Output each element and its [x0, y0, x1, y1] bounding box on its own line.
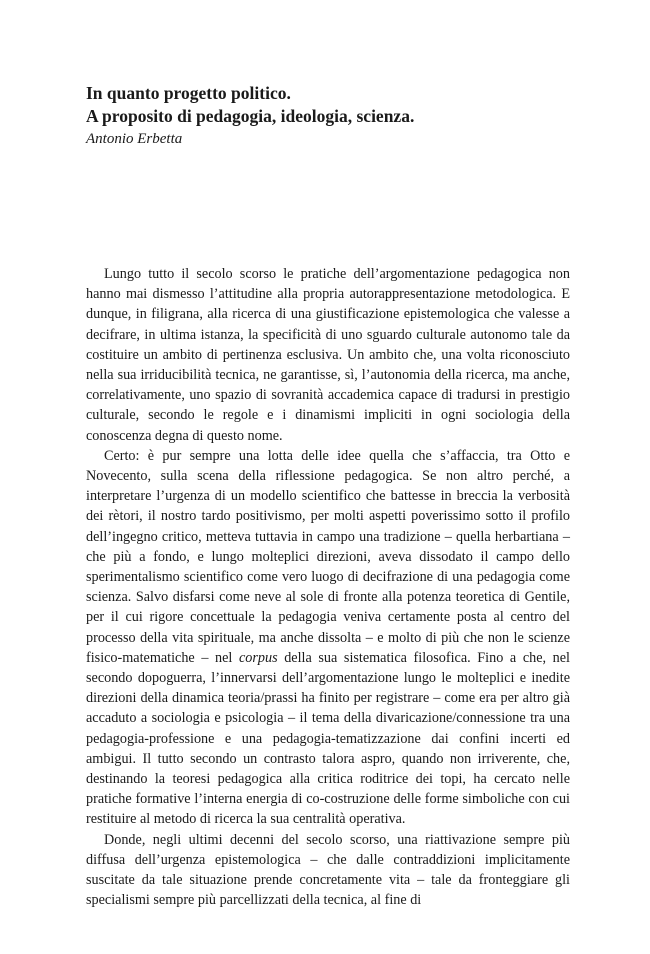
article-body: [86, 264, 570, 911]
article-title-line-2: A proposito di pedagogia, ideologia, scienza.: [86, 106, 415, 126]
paragraph-2-part-2: della sua sistematica filosofica. Fino a che, nel secondo dopoguerra, l’innervarsi dell’argomentazione lungo le molteplici e inedite direzioni della dinamica teoria/prassi ha finito per registrare – come era per altro già accaduto a sociologia e psicologia – il tema della divaricazione/connessione tra una pedagogia-professione e una pedagogia-tematizzazione dai confini incerti ed ambigui. Il tutto secondo un contrasto talora aspro, quando non irriverente, che, destinando la teoresi pedagogica alla critica roditrice dei topi, ha cercato nelle pratiche formative l’interna energia di co-costruzione delle forme simboliche con cui restituire al metodo di ricerca la sua centralità operativa.: [86, 649, 570, 828]
paragraph-1: Lungo tutto il secolo scorso le pratiche dell’argomentazione pedagogica non hanno mai dismesso l’attitudine alla propria autorappresentazione metodologica. E dunque, in filigrana, alla ricerca di una giustificazione epistemologica che valesse a decifrare, in ultima istanza, la specificità di uno sguardo culturale autonomo tale da costituire un ambito di pertinenza esclusiva. Un ambito che, una volta riconosciuto nella sua irriducibilità tecnica, ne garantisse, sì, l’autonomia della ricerca, ma anche, correlativamente, uno spazio di sovranità accademica capace di tradursi in prestigio culturale, secondo le regole e i dinamismi impliciti in ogni sociologia della conoscenza degna di questo nome.: [86, 266, 570, 444]
article-header: [86, 82, 570, 149]
paragraph-2: [86, 446, 570, 830]
paragraph-2-part-1: Certo: è pur sempre una lotta delle idee quella che s’affaccia, tra Otto e Novecento, sulla scena della riflessione pedagogica. Se non altro perché, a interpretare l’urgenza di un modello scientifico che battesse in breccia la verbosità dei rètori, il nostro tardo positivismo, per molti aspetti poverissimo sotto il profilo dell’ingegno critico, metteva tuttavia in campo una tradizione – quella herbartiana – che più a fondo, e lungo molteplici direzioni, aveva dissodato il campo dello sperimentalismo scientifico come vero luogo di decifrazione di una pedagogia come scienza. Salvo disfarsi come neve al sole di fronte alla potenza teoretica di Gentile, per il cui rigore concettuale la pedagogia veniva certamente posta al centro del processo della vita spirituale, ma anche dissolta – e molto di più che non le scienze fisico-matematiche – nel: [86, 447, 570, 666]
paragraph-3: Donde, negli ultimi decenni del secolo scorso, una riattivazione sempre più diffusa dell’urgenza epistemologica – che dalle contraddizioni implicitamente suscitate da tale situazione prende concretamente vita – tale da fronteggiare gli specialismi sempre più parcellizzati della tecnica, al fine di: [86, 831, 570, 909]
article-author: Antonio Erbetta: [86, 131, 183, 147]
article-title-line-1: In quanto progetto politico.: [86, 83, 291, 103]
paragraph-2-italic-term: corpus: [238, 649, 278, 666]
